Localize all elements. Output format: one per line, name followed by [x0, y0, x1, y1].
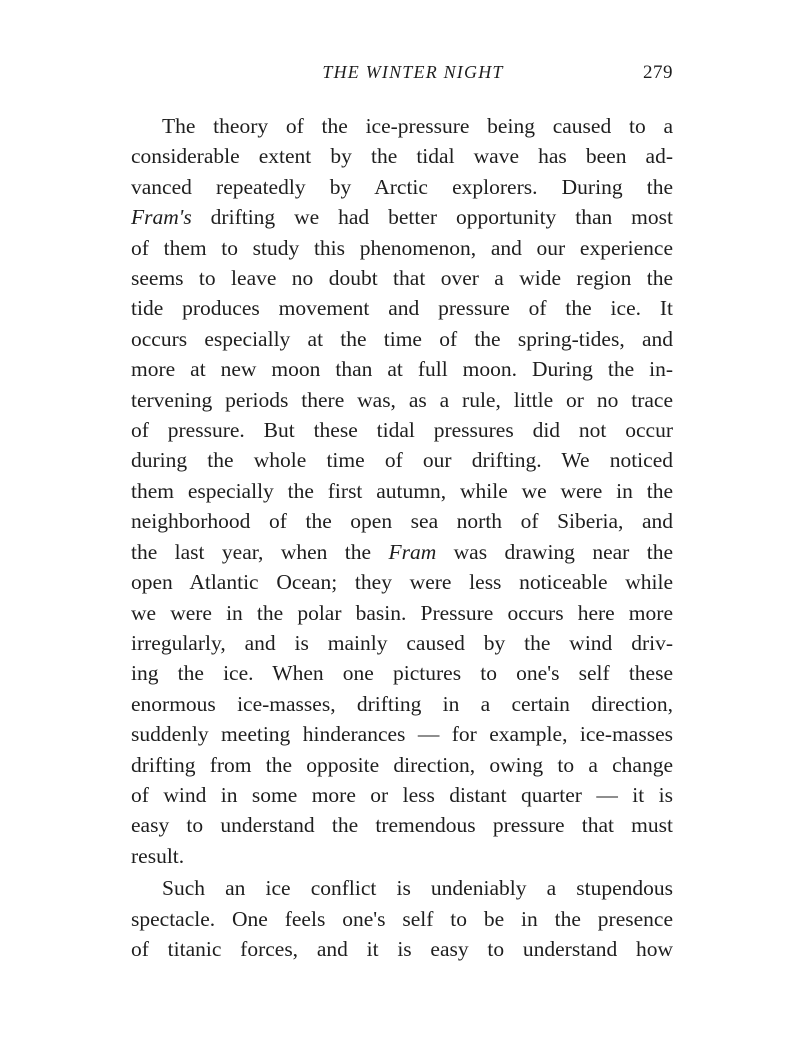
text-line: considerable extent by the tidal wave has been ad- — [131, 144, 673, 169]
text-line: result. — [131, 843, 185, 868]
text-line: irregularly, and is mainly caused by the wind driv- — [131, 630, 673, 655]
text-line: easy to understand the tremendous pressure that must — [131, 813, 673, 838]
page-number: 279 — [643, 62, 673, 83]
text-line: Such an ice conflict is undeniably a stupendous — [162, 876, 673, 901]
text-line: of wind in some more or less distant quarter — it is — [131, 782, 673, 807]
text-line-rest: was drawing near the — [436, 539, 673, 564]
text-line: we were in the polar basin. Pressure occurs here more — [131, 600, 673, 625]
text-line: ing the ice. When one pictures to one's self these — [131, 661, 673, 686]
text-line: open Atlantic Ocean; they were less noticeable while — [131, 570, 673, 595]
paragraph-1 — [131, 111, 673, 871]
text-line: enormous ice-masses, drifting in a certain direction, — [131, 691, 673, 716]
text-line-start: the last year, when the — [131, 539, 389, 564]
text-line: neighborhood of the open sea north of Siberia, and — [131, 509, 673, 534]
text-line: seems to leave no doubt that over a wide region the — [131, 266, 673, 291]
text-line-rest: drifting we had better opportunity than most — [191, 205, 673, 230]
text-line — [131, 537, 673, 567]
text-line: more at new moon than at full moon. During the in- — [131, 357, 673, 382]
text-line: tide produces movement and pressure of the ice. It — [131, 296, 673, 321]
paragraph-2 — [131, 873, 673, 964]
body-text — [131, 111, 673, 964]
text-line: of pressure. But these tidal pressures did not occur — [131, 418, 673, 443]
running-head — [131, 62, 673, 90]
text-line: of them to study this phenomenon, and our experience — [131, 235, 673, 260]
text-line: spectacle. One feels one's self to be in the presence — [131, 906, 673, 931]
text-line: drifting from the opposite direction, owing to a change — [131, 752, 673, 777]
text-line: occurs especially at the time of the spring-tides, and — [131, 326, 673, 351]
ship-name-italic: Fram's — [131, 205, 192, 230]
text-line — [131, 202, 673, 232]
text-line: of titanic forces, and it is easy to understand how — [131, 936, 673, 961]
text-line: The theory of the ice-pressure being caused to a — [162, 114, 673, 138]
text-line: vanced repeatedly by Arctic explorers. During the — [131, 174, 673, 199]
text-line: during the whole time of our drifting. We noticed — [131, 448, 673, 473]
text-line: them especially the first autumn, while we were in the — [131, 478, 673, 503]
running-title: THE WINTER NIGHT — [322, 62, 504, 82]
text-line: suddenly meeting hinderances — for example, ice-masses — [131, 722, 673, 747]
ship-name-italic: Fram — [388, 539, 437, 564]
text-line: tervening periods there was, as a rule, little or no trace — [131, 387, 673, 412]
